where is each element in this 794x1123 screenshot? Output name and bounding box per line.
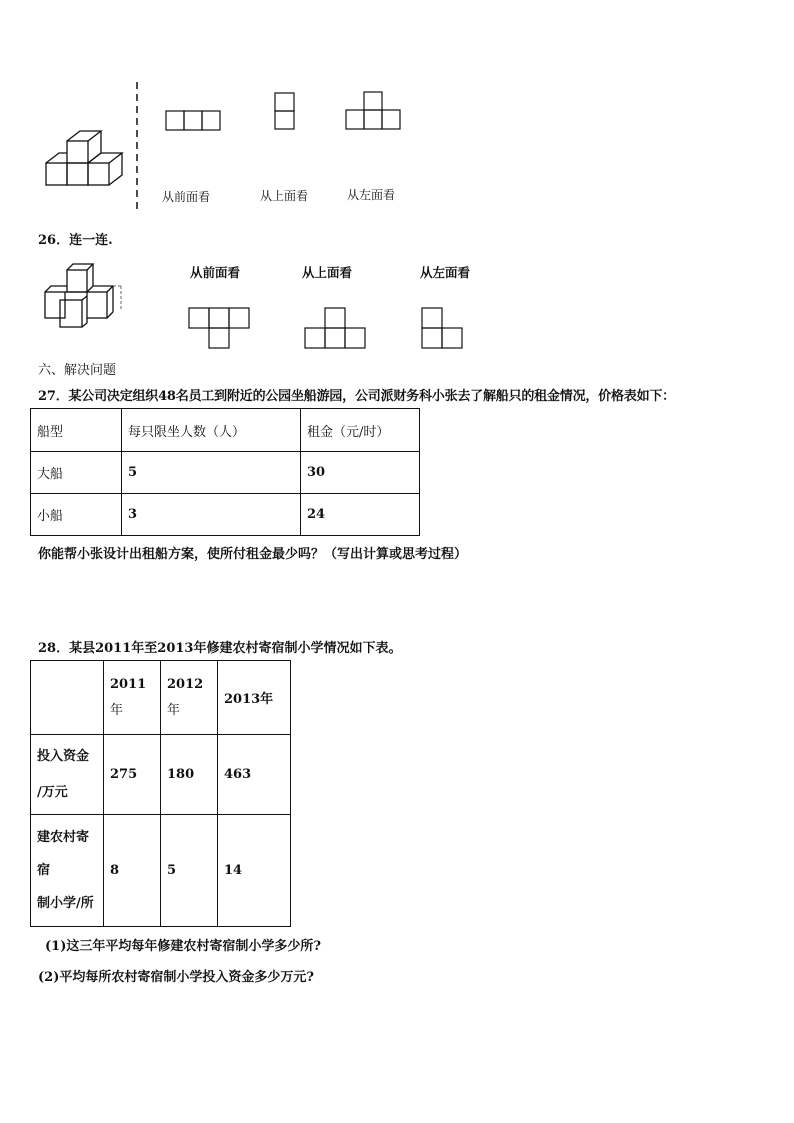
view-label-left-25: 从左面看 (347, 188, 396, 202)
view-label-top-25: 从上面看 (260, 189, 309, 203)
table-row-label (31, 735, 104, 815)
table-header-cell: 每只限坐人数（人） (122, 409, 301, 452)
table-cell: 大船 (31, 452, 122, 494)
left-view-shape-25 (345, 91, 403, 131)
question-26-title: 26．连一连. (38, 233, 113, 248)
front-view-shape-25 (165, 110, 221, 132)
question-28-title: 28．某县2011年至2013年修建农村寄宿制小学情况如下表。 (38, 641, 402, 656)
table-cell: 5 (161, 815, 218, 927)
year-unit: 年 (167, 702, 181, 718)
front-view-shape-26[interactable] (188, 307, 252, 349)
question-28-sub-2: (2)平均每所农村寄宿制小学投入资金多少万元? (38, 970, 314, 985)
table-header-cell: 船型 (31, 409, 122, 452)
year-unit: 年 (110, 702, 124, 718)
row-label-line: 宿 (37, 863, 51, 878)
table-cell: 24 (301, 494, 420, 536)
year-label: 2011 (110, 676, 147, 692)
table-cell: 3 (122, 494, 301, 536)
row-label-line: 建农村寄 (37, 830, 90, 845)
table-cell: 180 (161, 735, 218, 815)
year-label: 2012 (167, 676, 204, 692)
view-label-left-26: 从左面看 (420, 265, 471, 280)
left-view-shape-26[interactable] (421, 307, 465, 349)
table-cell: 30 (301, 452, 420, 494)
table-header-cell (104, 661, 161, 735)
table-row (31, 815, 291, 927)
table-header-cell: 租金（元/时） (301, 409, 420, 452)
table-row-label (31, 815, 104, 927)
table-cell: 小船 (31, 494, 122, 536)
cube-stack-figure-25 (40, 125, 130, 190)
table-cell: 275 (104, 735, 161, 815)
table-cell: 8 (104, 815, 161, 927)
row-label-line: 投入资金 (37, 748, 90, 764)
row-label-line: 制小学/所 (37, 896, 94, 911)
school-construction-table (30, 660, 291, 927)
question-28-sub-1: (1)这三年平均每年修建农村寄宿制小学多少所? (45, 939, 321, 954)
question-27-title: 27．某公司决定组织48名员工到附近的公园坐船游园，公司派财务科小张去了解船只的租金情况，价格表如下： (38, 389, 675, 404)
dashed-divider (135, 82, 139, 210)
table-cell: 14 (218, 815, 291, 927)
table-cell: 463 (218, 735, 291, 815)
boat-price-table (30, 408, 420, 536)
view-label-front-25: 从前面看 (162, 190, 211, 204)
view-label-front-26: 从前面看 (190, 265, 241, 280)
table-row (31, 452, 420, 494)
question-27-prompt: 你能帮小张设计出租船方案，使所付租金最少吗？（写出计算或思考过程） (38, 547, 468, 562)
table-row (31, 494, 420, 536)
cube-stack-figure-26 (42, 262, 127, 330)
table-header-cell (161, 661, 218, 735)
table-header-cell: 2013年 (218, 661, 291, 735)
top-view-shape-25 (274, 92, 296, 132)
view-label-top-26: 从上面看 (302, 265, 353, 280)
table-row (31, 735, 291, 815)
section-6-title: 六、解决问题 (38, 363, 117, 378)
table-cell: 5 (122, 452, 301, 494)
top-view-shape-26[interactable] (304, 307, 368, 349)
row-label-line: /万元 (37, 784, 68, 800)
table-header-cell (31, 661, 104, 735)
